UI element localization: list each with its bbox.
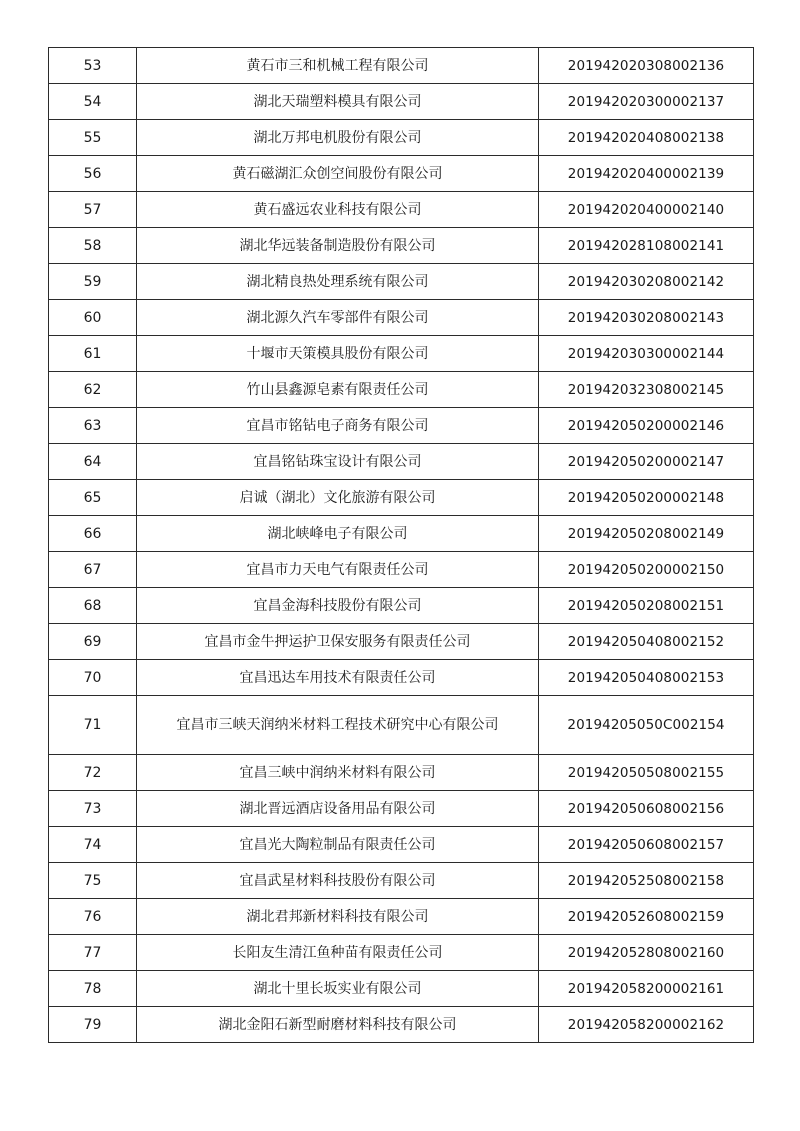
company-name-cell: 湖北峡峰电子有限公司 xyxy=(137,516,539,552)
registration-code-cell: 201942020300002137 xyxy=(539,84,754,120)
row-index-cell: 79 xyxy=(49,1007,137,1043)
registration-code-cell: 201942028108002141 xyxy=(539,228,754,264)
registration-code-cell: 201942020400002139 xyxy=(539,156,754,192)
registration-code-cell: 201942050208002151 xyxy=(539,588,754,624)
company-name-cell: 黄石盛远农业科技有限公司 xyxy=(137,192,539,228)
table-row xyxy=(49,480,754,516)
registration-code-cell: 201942050200002148 xyxy=(539,480,754,516)
row-index-cell: 55 xyxy=(49,120,137,156)
registration-code-cell: 201942032308002145 xyxy=(539,372,754,408)
table-row xyxy=(49,588,754,624)
row-index-cell: 59 xyxy=(49,264,137,300)
company-name-cell: 十堰市天策模具股份有限公司 xyxy=(137,336,539,372)
row-index-cell: 66 xyxy=(49,516,137,552)
company-name-cell: 启诚（湖北）文化旅游有限公司 xyxy=(137,480,539,516)
registration-code-cell: 201942050200002146 xyxy=(539,408,754,444)
table-body xyxy=(49,48,754,1043)
row-index-cell: 61 xyxy=(49,336,137,372)
company-name-cell: 竹山县鑫源皂素有限责任公司 xyxy=(137,372,539,408)
company-name-cell: 湖北君邦新材料科技有限公司 xyxy=(137,899,539,935)
company-name-cell: 黄石市三和机械工程有限公司 xyxy=(137,48,539,84)
table-row xyxy=(49,120,754,156)
registration-code-cell: 201942020408002138 xyxy=(539,120,754,156)
row-index-cell: 60 xyxy=(49,300,137,336)
table-row xyxy=(49,624,754,660)
company-name-cell: 黄石磁湖汇众创空间股份有限公司 xyxy=(137,156,539,192)
company-name-cell: 宜昌武星材料科技股份有限公司 xyxy=(137,863,539,899)
registration-code-cell: 201942050508002155 xyxy=(539,755,754,791)
registration-code-cell: 201942050200002147 xyxy=(539,444,754,480)
registration-code-cell: 201942050408002153 xyxy=(539,660,754,696)
company-name-cell: 宜昌市力天电气有限责任公司 xyxy=(137,552,539,588)
row-index-cell: 53 xyxy=(49,48,137,84)
company-name-cell: 宜昌迅达车用技术有限责任公司 xyxy=(137,660,539,696)
company-name-cell: 湖北天瑞塑料模具有限公司 xyxy=(137,84,539,120)
table-row xyxy=(49,444,754,480)
registration-code-cell: 201942050608002156 xyxy=(539,791,754,827)
table-row xyxy=(49,863,754,899)
registration-code-cell: 201942052508002158 xyxy=(539,863,754,899)
company-name-cell: 宜昌金海科技股份有限公司 xyxy=(137,588,539,624)
table-row xyxy=(49,1007,754,1043)
row-index-cell: 68 xyxy=(49,588,137,624)
company-name-cell: 宜昌铭钻珠宝设计有限公司 xyxy=(137,444,539,480)
company-name-cell: 湖北万邦电机股份有限公司 xyxy=(137,120,539,156)
table-row xyxy=(49,971,754,1007)
row-index-cell: 64 xyxy=(49,444,137,480)
row-index-cell: 69 xyxy=(49,624,137,660)
row-index-cell: 62 xyxy=(49,372,137,408)
registration-code-cell: 201942058200002161 xyxy=(539,971,754,1007)
row-index-cell: 77 xyxy=(49,935,137,971)
table-row xyxy=(49,48,754,84)
row-index-cell: 58 xyxy=(49,228,137,264)
row-index-cell: 54 xyxy=(49,84,137,120)
table-row xyxy=(49,84,754,120)
registration-code-cell: 201942050408002152 xyxy=(539,624,754,660)
registration-code-cell: 201942058200002162 xyxy=(539,1007,754,1043)
table-row xyxy=(49,755,754,791)
registration-code-cell: 201942050208002149 xyxy=(539,516,754,552)
row-index-cell: 75 xyxy=(49,863,137,899)
table-row xyxy=(49,899,754,935)
table-row xyxy=(49,264,754,300)
company-name-cell: 长阳友生清江鱼种苗有限责任公司 xyxy=(137,935,539,971)
registration-code-cell: 20194205050C002154 xyxy=(539,696,754,755)
company-name-cell: 宜昌市金牛押运护卫保安服务有限责任公司 xyxy=(137,624,539,660)
company-name-cell: 湖北源久汽车零部件有限公司 xyxy=(137,300,539,336)
company-name-cell: 湖北华远装备制造股份有限公司 xyxy=(137,228,539,264)
table-row xyxy=(49,791,754,827)
registration-code-cell: 201942030208002143 xyxy=(539,300,754,336)
table-row xyxy=(49,372,754,408)
registration-code-cell: 201942052808002160 xyxy=(539,935,754,971)
row-index-cell: 65 xyxy=(49,480,137,516)
table-row xyxy=(49,228,754,264)
company-name-cell: 宜昌光大陶粒制品有限责任公司 xyxy=(137,827,539,863)
table-row xyxy=(49,192,754,228)
row-index-cell: 73 xyxy=(49,791,137,827)
row-index-cell: 67 xyxy=(49,552,137,588)
registration-code-cell: 201942050608002157 xyxy=(539,827,754,863)
registration-code-cell: 201942030208002142 xyxy=(539,264,754,300)
registration-code-cell: 201942020400002140 xyxy=(539,192,754,228)
table-row xyxy=(49,660,754,696)
table-row xyxy=(49,516,754,552)
table-row xyxy=(49,827,754,863)
table-row xyxy=(49,552,754,588)
table-row xyxy=(49,696,754,755)
row-index-cell: 78 xyxy=(49,971,137,1007)
company-name-cell: 湖北晋远酒店设备用品有限公司 xyxy=(137,791,539,827)
row-index-cell: 56 xyxy=(49,156,137,192)
company-name-cell: 宜昌市三峡天润纳米材料工程技术研究中心有限公司 xyxy=(137,696,539,755)
table-row xyxy=(49,935,754,971)
company-name-cell: 宜昌市铭钻电子商务有限公司 xyxy=(137,408,539,444)
row-index-cell: 71 xyxy=(49,696,137,755)
registration-code-cell: 201942052608002159 xyxy=(539,899,754,935)
row-index-cell: 72 xyxy=(49,755,137,791)
registration-code-cell: 201942030300002144 xyxy=(539,336,754,372)
company-name-cell: 湖北精良热处理系统有限公司 xyxy=(137,264,539,300)
registration-code-cell: 201942020308002136 xyxy=(539,48,754,84)
enterprise-registry-table xyxy=(48,47,754,1043)
table-row xyxy=(49,300,754,336)
row-index-cell: 76 xyxy=(49,899,137,935)
row-index-cell: 57 xyxy=(49,192,137,228)
row-index-cell: 70 xyxy=(49,660,137,696)
company-name-cell: 湖北金阳石新型耐磨材料科技有限公司 xyxy=(137,1007,539,1043)
company-name-cell: 宜昌三峡中润纳米材料有限公司 xyxy=(137,755,539,791)
row-index-cell: 74 xyxy=(49,827,137,863)
table-row xyxy=(49,408,754,444)
row-index-cell: 63 xyxy=(49,408,137,444)
registration-code-cell: 201942050200002150 xyxy=(539,552,754,588)
table-row xyxy=(49,156,754,192)
table-row xyxy=(49,336,754,372)
company-name-cell: 湖北十里长坂实业有限公司 xyxy=(137,971,539,1007)
